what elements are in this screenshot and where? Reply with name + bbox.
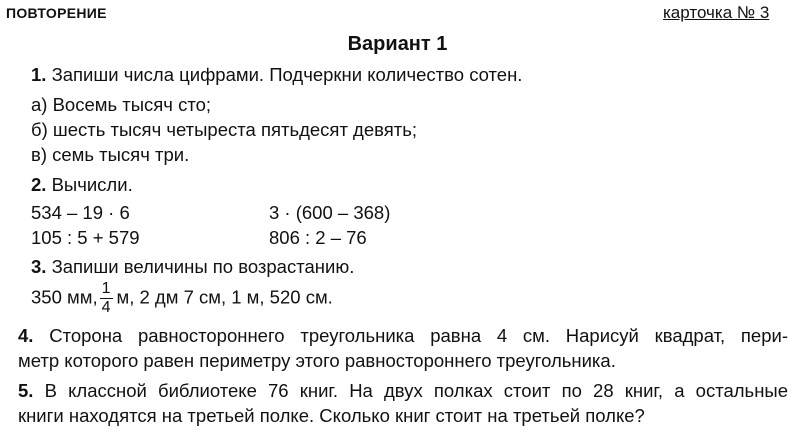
task-1-heading <box>31 64 522 86</box>
task-2-expression-1: 534 – 19 · 6 <box>31 202 130 223</box>
task-2-expression-2: 3 · (600 – 368) <box>269 202 391 223</box>
task-1-item-b: б) шесть тысяч четыреста пятьдесят девять; <box>31 119 418 140</box>
task-1-item-a: а) Восемь тысяч сто; <box>31 94 212 115</box>
card-label-text: карточка № 3 <box>663 3 770 22</box>
task-4-line-2: метр которого равен периметру этого равностороннего треугольника. <box>18 350 616 371</box>
task-5-line-1 <box>18 380 788 402</box>
task-3-values-before: 350 мм, <box>31 286 98 308</box>
fraction-numerator: 1 <box>101 280 111 297</box>
fraction <box>100 281 113 316</box>
task-1-number: 1. <box>31 64 47 85</box>
task-1-text: Запиши числа цифрами. Подчеркни количество сотен. <box>51 64 523 85</box>
task-5-number: 5. <box>18 380 34 401</box>
task-2-number: 2. <box>31 174 47 195</box>
card-label <box>663 3 769 23</box>
task-4-line-1 <box>18 325 788 347</box>
task-3-values <box>31 281 333 316</box>
task-2-heading <box>31 174 133 196</box>
task-3-heading <box>31 256 354 278</box>
task-5-line-2: книги находятся на третьей полке. Сколько книг стоит на третьей полке? <box>18 405 645 426</box>
task-4-number: 4. <box>18 325 34 346</box>
task-1-item-c: в) семь тысяч три. <box>31 144 190 165</box>
section-label: ПОВТОРЕНИЕ <box>6 5 107 21</box>
variant-title: Вариант 1 <box>347 33 448 55</box>
task-3-number: 3. <box>31 256 47 277</box>
task-5-text-1: В классной библиотеке 76 книг. На двух полках стоит по 28 книг, а остальные <box>44 380 788 401</box>
task-2-expression-3: 105 : 5 + 579 <box>31 227 140 248</box>
task-3-text: Запиши величины по возрастанию. <box>51 256 355 277</box>
task-2-expression-4: 806 : 2 – 76 <box>269 227 367 248</box>
task-4-text-1: Сторона равностороннего треугольника равна 4 см. Нарисуй квадрат, пери- <box>49 325 789 346</box>
task-3-values-after: м, 2 дм 7 см, 1 м, 520 см. <box>116 286 333 308</box>
fraction-denominator: 4 <box>101 299 111 316</box>
task-2-text: Вычисли. <box>51 174 133 195</box>
